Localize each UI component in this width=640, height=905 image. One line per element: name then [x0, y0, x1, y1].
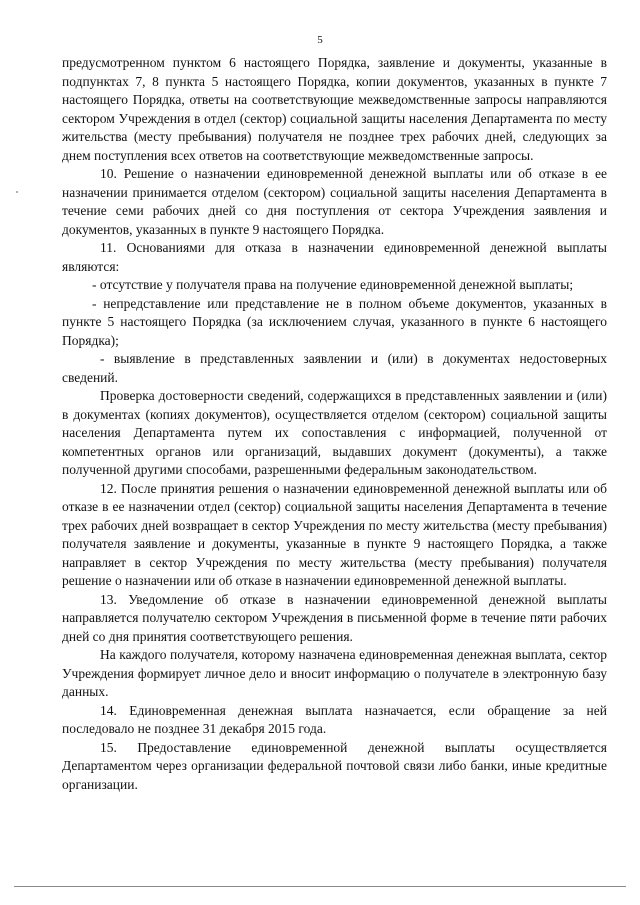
paragraph-item-15: 15. Предоставление единовременной денежной выплаты осуществляется Департаментом через организации федеральной почтовой связи либо банки, иные кредитные организации.	[62, 739, 607, 792]
paragraph-item-11: 11. Основаниями для отказа в назначении единовременной денежной выплаты являются:	[62, 240, 607, 274]
paragraph-continuation: предусмотренном пунктом 6 настоящего Порядка, заявление и документы, указанные в подпунктах 7, 8 пункта 5 настоящего Порядка, копии документов, указанных в пункте 7 настоящего Порядка, ответы на соответствующие межведомственные запросы направляются сектором Учреждения в отдел (сектор) социальной защиты населения Департамента по месту жительства (месту пребывания) получателя не позднее трех рабочих дней, следующих за днем поступления всех ответов на соответствующие межведомственные запросы.	[62, 55, 607, 163]
paragraph-item-13: 13. Уведомление об отказе в назначении единовременной денежной выплаты направляется получателю сектором Учреждения в письменной форме в течение пяти рабочих дней со дня принятия соответствующего решения.	[62, 591, 607, 644]
document-body	[62, 54, 607, 794]
paragraph-item-10: 10. Решение о назначении единовременной денежной выплаты или об отказе в ее назначении принимается отделом (сектором) социальной защиты населения Департамента в течение семи рабочих дней со дня поступления от сектора Учреждения заявления и документов, указанных в пункте 9 настоящего Порядка.	[62, 166, 607, 237]
page-bottom-edge	[14, 886, 626, 887]
list-item-incomplete-documents: - непредставление или представление не в полном объеме документов, указанных в пункте 5 настоящего Порядка (за исключением случая, указанного в пункте 6 настоящего Порядка);	[62, 295, 607, 348]
paragraph-verification: Проверка достоверности сведений, содержащихся в представленных заявлении и (или) в документах (копиях документов), осуществляется отделом (сектором) социальной защиты населения Департамента путем их сопоставления с информацией, полученной от компетентных органов или организаций, выдавших документ (документы), а также полученной другими способами, разрешенными федеральным законодательством.	[62, 388, 607, 477]
list-item-false-information: - выявление в представленных заявлении и (или) в документах недостоверных сведений.	[62, 351, 607, 385]
scan-speck	[16, 191, 18, 193]
list-item-no-right: - отсутствие у получателя права на получение единовременной денежной выплаты;	[92, 277, 574, 292]
page-number: 5	[317, 34, 323, 46]
paragraph-item-14: 14. Единовременная денежная выплата назначается, если обращение за ней последовало не позднее 31 декабря 2015 года.	[62, 702, 607, 736]
paragraph-personal-file: На каждого получателя, которому назначена единовременная денежная выплата, сектор Учреждения формирует личное дело и вносит информацию о получателе в электронную базу данных.	[62, 647, 607, 699]
paragraph-item-12: 12. После принятия решения о назначении единовременной денежной выплаты или об отказе в ее назначении отдел (сектор) социальной защиты населения Департамента в течение трех рабочих дней возвращает в сектор Учреждения по месту жительства (месту пребывания) получателя заявление и документы, указанные в пункте 9 настоящего Порядка, а также направляет в сектор Учреждения по месту жительства (месту пребывания) получателя решение о назначении или об отказе в назначении единовременной денежной выплаты.	[62, 480, 607, 588]
